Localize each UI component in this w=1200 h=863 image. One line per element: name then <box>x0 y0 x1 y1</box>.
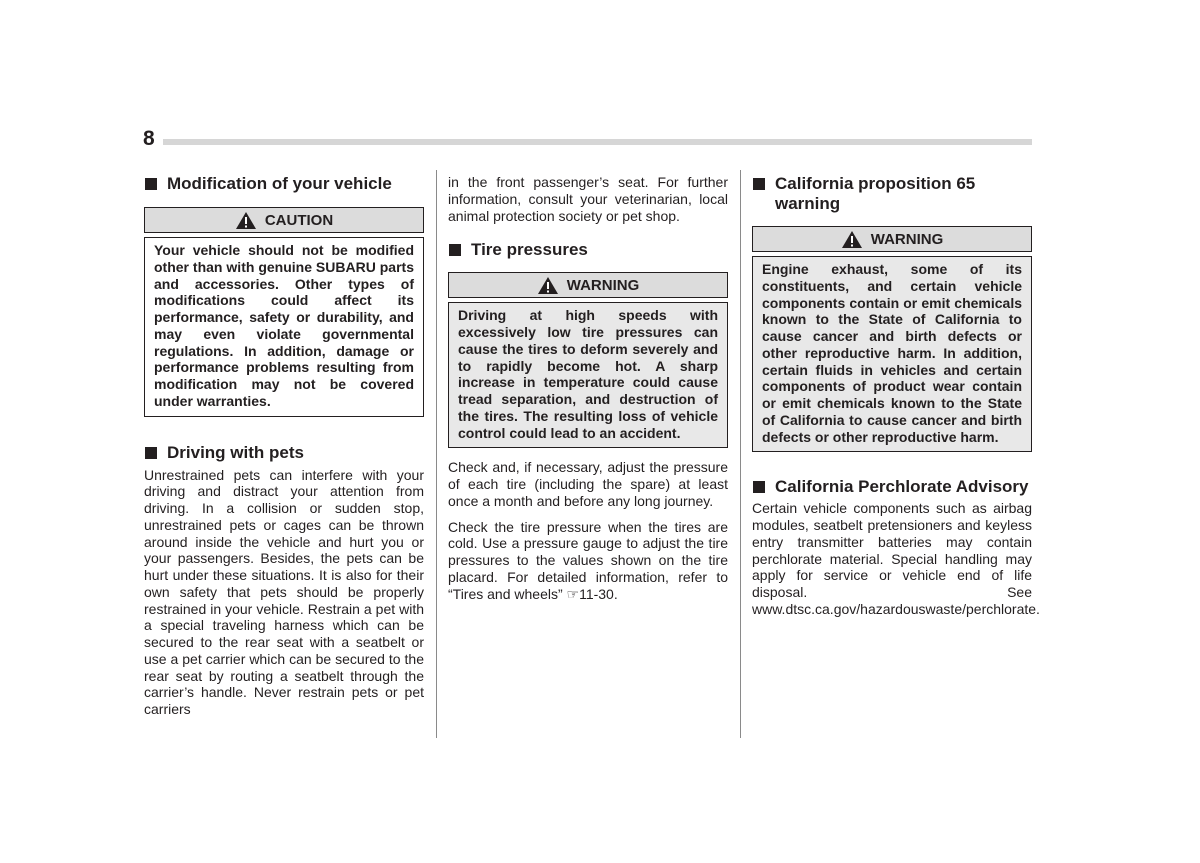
section-heading <box>448 240 728 260</box>
header-rule <box>163 139 1032 145</box>
warning-triangle-icon <box>235 211 257 230</box>
column-middle <box>448 174 728 602</box>
section-heading <box>144 174 424 194</box>
warning-label: WARNING <box>870 230 944 248</box>
heading-text: Tire pressures <box>471 240 588 260</box>
warning-triangle-icon <box>537 276 559 295</box>
section-heading <box>144 443 424 463</box>
tire-paragraph-1: Check and, if necessary, adjust the pressure of each tire (including the spare) at least once a month and before any long journey. <box>448 459 728 509</box>
column-divider <box>436 170 437 738</box>
column-divider <box>740 170 741 738</box>
column-right <box>752 174 1040 618</box>
heading-text: Driving with pets <box>167 442 304 462</box>
caution-text: Your vehicle should not be modified other than with genuine SUBARU parts and accessories. Other types of modifications could affect its performance, safety or durability, and may even violate governmental regulations. In addition, damage or performance problems resulting from modification may not be covered under warranties. <box>144 237 424 417</box>
heading-text: Modification of your vehicle <box>167 174 392 193</box>
warning-header <box>448 272 728 298</box>
warning-text: Engine exhaust, some of its constituents, and certain vehicle components contain or emit chemicals known to the State of California to cause cancer and birth defects or other reproductive harm. In addition, certain fluids in vehicles and certain components of product wear contain or emit chemicals known to the State of California to cause cancer and birth defects or other reproductive harm. <box>752 256 1032 452</box>
heading-bullet <box>449 244 461 256</box>
heading-bullet <box>145 447 157 459</box>
perchlorate-paragraph: Certain vehicle components such as airbag modules, seatbelt pretensioners and keyless entry transmitter batteries may contain perchlorate material. Special handling may apply for service or vehicle end of life disposal. See www.dtsc.ca.gov/hazardouswaste/perchlorate. <box>752 500 1040 617</box>
warning-label: WARNING <box>566 276 640 294</box>
warning-header <box>752 226 1032 252</box>
warning-triangle-icon <box>841 230 863 249</box>
heading-bullet <box>753 481 765 493</box>
pets-paragraph: Unrestrained pets can interfere with your driving and distract your attention from driving. In a collision or sudden stop, unrestrained pets or cages can be thrown around inside the vehicle and hurt you or your passengers. Besides, the pets can be hurt under these situations. It is also for their own safety that pets should be properly restrained in your vehicle. Restrain a pet with a special traveling harness which can be secured to the rear seat with a seatbelt or use a pet carrier which can be secured to the rear seat by routing a seatbelt through the carrier’s handle. Never restrain pets or pet carriers <box>144 466 424 717</box>
heading-bullet <box>145 178 157 190</box>
section-heading <box>752 174 1032 214</box>
page-number: 8 <box>143 127 155 150</box>
column-left <box>144 174 424 718</box>
pets-continued-paragraph: in the front passenger’s seat. For further information, consult your veterinarian, local animal protection society or pet shop. <box>448 174 728 224</box>
section-heading <box>752 477 1032 497</box>
heading-text: California Perchlorate Advisory <box>775 477 1029 497</box>
tire-paragraph-2: Check the tire pressure when the tires are cold. Use a pressure gauge to adjust the tire pressures to the values shown on the tire placard. For detailed information, refer to “Tires and wheels” ☞11-30. <box>448 518 728 602</box>
warning-text: Driving at high speeds with excessively low tire pressures can cause the tires to deform severely and to rapidly become hot. A sharp increase in temperature could cause tread separation, and destruction of the tires. The resulting loss of vehicle control could lead to an accident. <box>448 302 728 448</box>
caution-header <box>144 207 424 233</box>
heading-text: California proposition 65 warning <box>775 174 976 213</box>
caution-label: CAUTION <box>264 211 334 229</box>
heading-bullet <box>753 178 765 190</box>
